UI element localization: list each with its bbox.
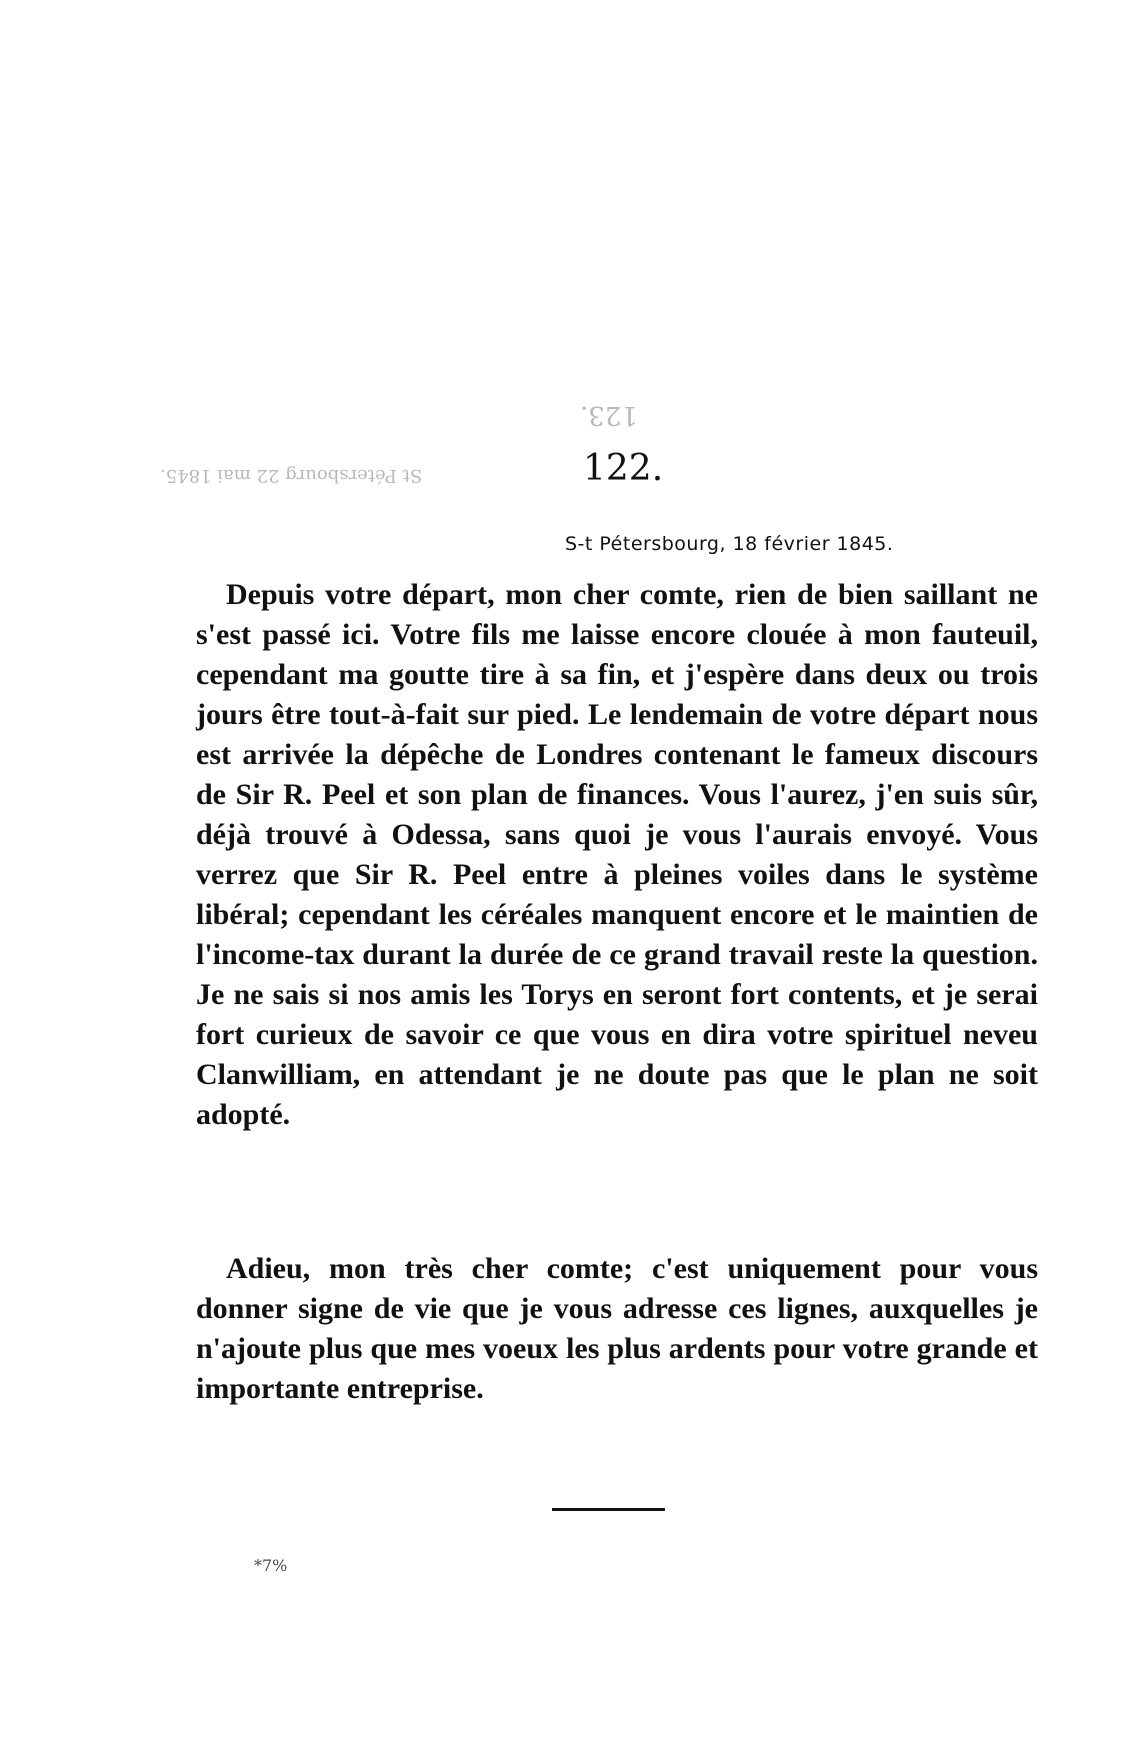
letter-paragraph-1: Depuis votre départ, mon cher comte, rien de bien saillant ne s'est passé ici. Votre fils me laisse encore clouée à mon fauteuil, cependant ma goutte tire à sa fin, et j'espère dans deux ou trois jours être tout-à-fait sur pied. Le lendemain de votre départ nous est arrivée la dépêche de Londres contenant le fameux discours de Sir R. Peel et son plan de finances. Vous l'aurez, j'en suis sûr, déjà trouvé à Odessa, sans quoi je vous l'aurais envoyé. Vous verrez que Sir R. Peel entre à pleines voiles dans le système libéral; cependant les céréales manquent encore et le maintien de l'income-tax durant la durée de ce grand travail reste la question. Je ne sais si nos amis les Torys en seront fort contents, et je serai fort curieux de savoir ce que vous en dira votre spirituel neveu Clanwilliam, en attendant je ne doute pas que le plan ne soit adopté. bbox=[196, 578, 1038, 1131]
page-number: 122. bbox=[583, 448, 664, 489]
letter-paragraph-2: Adieu, mon très cher comte; c'est uniquement pour vous donner signe de vie que je vous adresse ces lignes, auxquelles je n'ajoute plus que mes voeux les plus ardents pour votre grande et importante entreprise. bbox=[196, 1252, 1038, 1405]
horizontal-rule bbox=[552, 1508, 665, 1511]
bleed-through-header: St Pétersbourg 22 mai 1845. bbox=[160, 465, 423, 486]
footer-mark: *7% bbox=[254, 1556, 288, 1575]
bleed-through-page-number: 123. bbox=[580, 400, 638, 430]
dateline: S-t Pétersbourg, 18 février 1845. bbox=[565, 533, 894, 555]
